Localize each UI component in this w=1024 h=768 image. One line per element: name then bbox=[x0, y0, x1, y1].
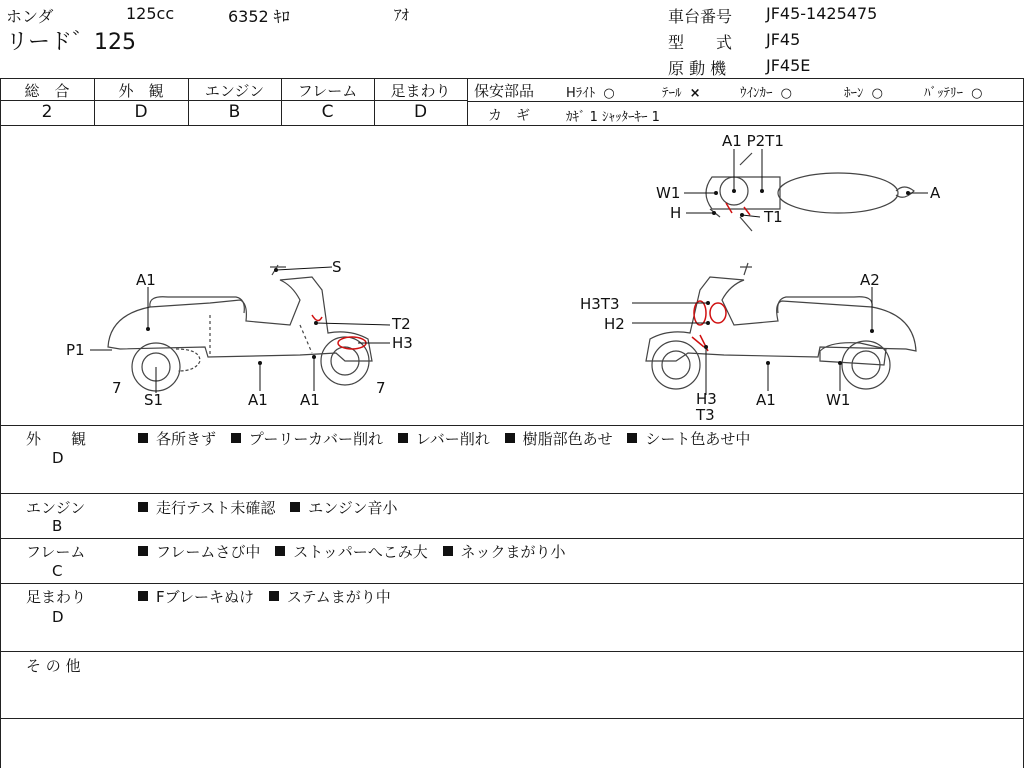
grade-frame: C bbox=[321, 102, 334, 122]
safety-item-horn bbox=[844, 82, 883, 101]
remark-items bbox=[138, 541, 576, 562]
label-right-w1: W1 bbox=[826, 391, 851, 409]
remark-item: エンジン音小 bbox=[308, 499, 398, 517]
bullet-icon bbox=[138, 433, 148, 443]
grade-header-suspension: 足まわり bbox=[390, 82, 451, 100]
bullet-icon bbox=[138, 546, 148, 556]
bullet-icon bbox=[443, 546, 453, 556]
bullet-icon bbox=[138, 591, 148, 601]
remark-items bbox=[138, 428, 760, 449]
label-left-s: S bbox=[332, 258, 342, 276]
type-value: JF45 bbox=[766, 30, 801, 49]
label-right-h3t3: H3T3 bbox=[580, 295, 620, 313]
grade-header-frame: フレーム bbox=[297, 82, 358, 100]
remark-item: 樹脂部色あせ bbox=[522, 430, 613, 448]
label-left-h3: H3 bbox=[392, 334, 413, 352]
damage-marks bbox=[312, 203, 750, 351]
label-left-7b: 7 bbox=[376, 379, 386, 397]
remark-item: プーリーカバー削れ bbox=[248, 430, 384, 448]
key-value: ｶｷﾞ 1 ｼｬｯﾀｰｷｰ 1 bbox=[566, 110, 660, 125]
label-right-a1: A1 bbox=[756, 391, 776, 409]
label-left-t2: T2 bbox=[392, 315, 411, 333]
model-name: リード゛125 bbox=[6, 30, 136, 55]
bullet-icon bbox=[505, 433, 515, 443]
label-right-t3: T3 bbox=[696, 406, 715, 424]
safety-item-name: ﾎｰﾝ bbox=[844, 86, 864, 101]
remark-title: フレーム bbox=[26, 543, 86, 561]
key-label: カ ギ bbox=[488, 108, 530, 124]
type-label: 型 式 bbox=[668, 33, 733, 52]
maker: ホンダ bbox=[6, 7, 54, 26]
displacement: 125cc bbox=[126, 4, 175, 23]
engine-label: 原 動 機 bbox=[668, 59, 727, 78]
remark-items bbox=[138, 586, 401, 607]
safety-item-name: Hﾗｲﾄ bbox=[566, 86, 596, 101]
label-top-a: A bbox=[930, 184, 941, 202]
bullet-icon bbox=[275, 546, 285, 556]
bullet-icon bbox=[231, 433, 241, 443]
bullet-icon bbox=[138, 502, 148, 512]
safety-item-mark: ○ bbox=[971, 86, 983, 101]
safety-item-winker bbox=[740, 82, 792, 101]
safety-item-headlight bbox=[566, 82, 615, 101]
label-top-t1: T1 bbox=[764, 208, 783, 226]
bullet-icon bbox=[269, 591, 279, 601]
remark-title: 外 観 bbox=[26, 430, 87, 448]
remark-item: シート色あせ中 bbox=[645, 430, 751, 448]
remark-grade: C bbox=[52, 562, 63, 580]
grade-header-exterior: 外 観 bbox=[118, 82, 164, 100]
body-color: ｱｵ bbox=[394, 6, 410, 24]
safety-label: 保安部品 bbox=[474, 82, 535, 100]
safety-item-taillight bbox=[662, 82, 701, 101]
safety-item-mark: ○ bbox=[603, 86, 615, 101]
bullet-icon bbox=[627, 433, 637, 443]
remark-item: 各所きず bbox=[156, 430, 217, 448]
remark-item: フレームさび中 bbox=[156, 543, 261, 561]
remark-grade: D bbox=[52, 608, 64, 626]
label-right-h2: H2 bbox=[604, 315, 625, 333]
grade-exterior: D bbox=[134, 102, 148, 122]
safety-item-mark: ○ bbox=[780, 86, 792, 101]
remark-grade: B bbox=[52, 517, 63, 535]
label-left-7a: 7 bbox=[112, 379, 122, 397]
label-right-h3: H3 bbox=[696, 390, 717, 408]
engine-value: JF45E bbox=[766, 56, 811, 75]
grade-header-overall: 総 合 bbox=[24, 82, 70, 100]
remark-items bbox=[138, 497, 407, 518]
grade-engine: B bbox=[228, 102, 241, 122]
remark-item: ストッパーへこみ大 bbox=[293, 543, 428, 561]
label-top-a1p2t1: A1 P2T1 bbox=[722, 132, 784, 150]
remark-title: そ の 他 bbox=[26, 657, 81, 675]
bullet-icon bbox=[398, 433, 408, 443]
scooter-top-view bbox=[706, 153, 914, 231]
frame-no: JF45-1425475 bbox=[766, 4, 878, 23]
leader-lines bbox=[90, 149, 928, 395]
safety-item-mark: × bbox=[689, 86, 701, 101]
label-left-a1-bottom: A1 bbox=[300, 391, 320, 409]
remark-title: 足まわり bbox=[26, 588, 87, 606]
label-top-h: H bbox=[670, 204, 682, 222]
safety-item-name: ｳｲﾝｶｰ bbox=[740, 86, 773, 101]
frame-no-label: 車台番号 bbox=[668, 7, 733, 26]
safety-item-battery bbox=[924, 82, 982, 101]
safety-item-name: ﾃｰﾙ bbox=[662, 86, 682, 101]
remark-item: ステムまがり中 bbox=[286, 588, 391, 606]
leader-dots bbox=[146, 189, 910, 365]
label-left-a1-top: A1 bbox=[136, 271, 156, 289]
label-top-w1: W1 bbox=[656, 184, 681, 202]
label-left-a1-mid: A1 bbox=[248, 391, 268, 409]
bullet-icon bbox=[290, 502, 300, 512]
safety-item-mark: ○ bbox=[871, 86, 883, 101]
mileage: 6352 ｷﾛ bbox=[228, 7, 290, 26]
remark-item: Fブレーキぬけ bbox=[156, 588, 255, 606]
remark-title: エンジン bbox=[26, 499, 86, 517]
remark-grade: D bbox=[52, 449, 64, 467]
safety-item-name: ﾊﾞｯﾃﾘｰ bbox=[924, 86, 963, 101]
label-left-p1: P1 bbox=[66, 341, 85, 359]
label-right-a2: A2 bbox=[860, 271, 880, 289]
grade-suspension: D bbox=[413, 102, 428, 122]
label-left-s1: S1 bbox=[144, 391, 164, 409]
remark-item: レバー削れ bbox=[415, 430, 490, 448]
remark-item: ネックまがり小 bbox=[460, 543, 566, 561]
grade-overall: 2 bbox=[41, 102, 53, 122]
remark-item: 走行テスト未確認 bbox=[156, 499, 276, 517]
grade-header-engine: エンジン bbox=[204, 82, 265, 100]
scooter-damage-diagram bbox=[0, 125, 1024, 425]
